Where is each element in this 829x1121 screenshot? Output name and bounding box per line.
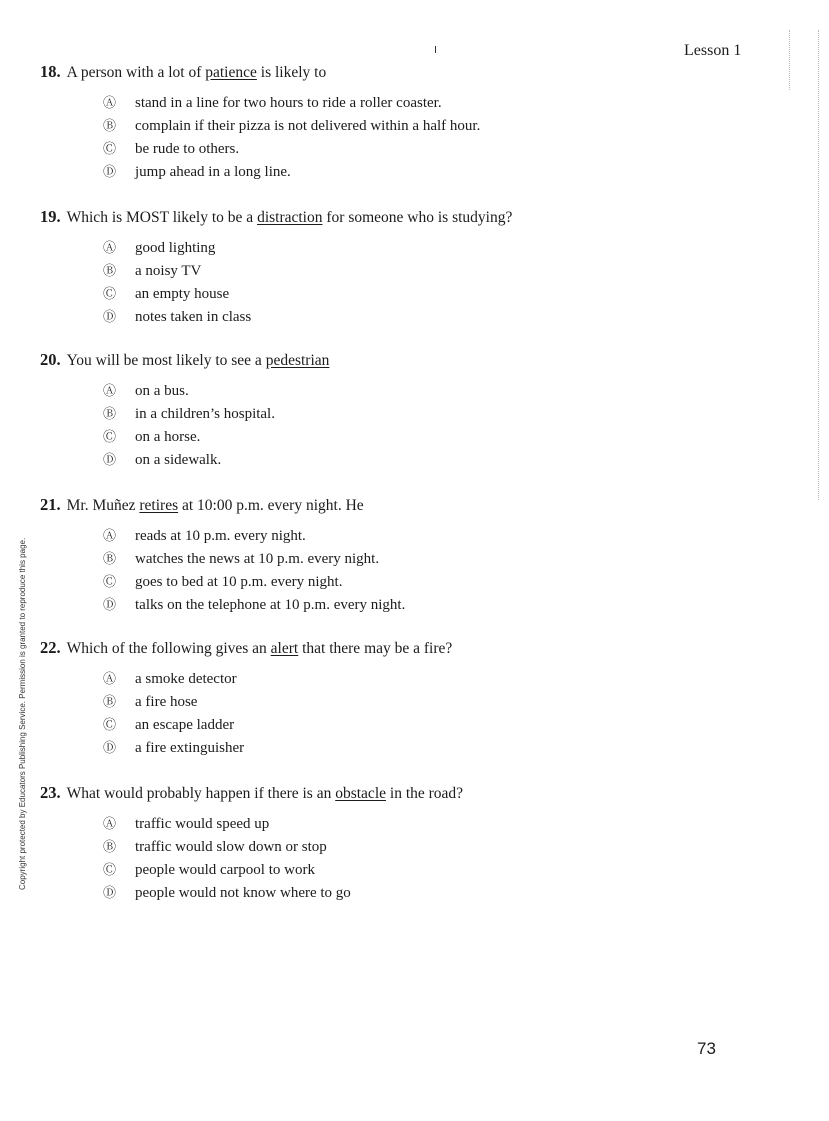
answer-bubble-icon[interactable]: Ⓐ — [103, 384, 117, 399]
vocabulary-term: patience — [205, 64, 257, 81]
answer-bubble-icon[interactable]: Ⓐ — [103, 672, 117, 687]
answer-bubble-icon[interactable]: Ⓑ — [103, 264, 117, 279]
answer-text: on a horse. — [135, 429, 201, 445]
answer-bubble-icon[interactable]: Ⓓ — [103, 453, 117, 468]
answer-bubble-icon[interactable]: Ⓓ — [103, 165, 117, 180]
answer-options — [40, 380, 329, 472]
answer-option[interactable] — [103, 525, 405, 548]
scan-mark — [435, 46, 436, 53]
answer-text: jump ahead in a long line. — [135, 164, 291, 180]
answer-option[interactable] — [103, 260, 512, 283]
answer-text: a fire extinguisher — [135, 740, 245, 756]
stem-text: Mr. Muñez — [66, 497, 140, 514]
stem-text: in the road? — [386, 785, 464, 802]
answer-bubble-icon[interactable]: Ⓑ — [103, 407, 117, 422]
copyright-notice: Copyright protected by Educators Publishing Service. Permission is granted to reproduce this page. — [18, 537, 27, 890]
stem-text: What would probably happen if there is an — [66, 785, 336, 802]
answer-text: a smoke detector — [135, 671, 237, 687]
answer-bubble-icon[interactable]: Ⓐ — [103, 817, 117, 832]
answer-option[interactable] — [103, 548, 405, 571]
answer-text: an empty house — [135, 286, 230, 302]
answer-option[interactable] — [103, 836, 463, 859]
scan-edge-mark — [789, 30, 790, 90]
answer-text: watches the news at 10 p.m. every night. — [135, 551, 380, 567]
answer-option[interactable] — [103, 380, 329, 403]
vocabulary-term: distraction — [257, 209, 323, 226]
stem-text: at 10:00 p.m. every night. He — [178, 497, 364, 514]
answer-bubble-icon[interactable]: Ⓓ — [103, 886, 117, 901]
answer-text: be rude to others. — [135, 141, 240, 157]
answer-option[interactable] — [103, 138, 480, 161]
answer-options — [40, 525, 405, 617]
answer-option[interactable] — [103, 449, 329, 472]
answer-option[interactable] — [103, 115, 480, 138]
answer-option[interactable] — [103, 92, 480, 115]
answer-option[interactable] — [103, 737, 452, 760]
answer-bubble-icon[interactable]: Ⓐ — [103, 96, 117, 111]
question-stem — [40, 350, 329, 371]
answer-text: reads at 10 p.m. every night. — [135, 528, 306, 544]
answer-bubble-icon[interactable]: Ⓒ — [103, 287, 117, 302]
question-number: 21. — [40, 495, 61, 514]
answer-bubble-icon[interactable]: Ⓒ — [103, 430, 117, 445]
answer-option[interactable] — [103, 594, 405, 617]
answer-bubble-icon[interactable]: Ⓑ — [103, 119, 117, 134]
answer-text: good lighting — [135, 240, 216, 256]
answer-option[interactable] — [103, 882, 463, 905]
stem-text: Which is MOST likely to be a — [66, 209, 258, 226]
vocabulary-term: pedestrian — [265, 352, 330, 369]
question-stem — [40, 783, 463, 804]
answer-text: people would carpool to work — [135, 862, 315, 878]
answer-option[interactable] — [103, 859, 463, 882]
answer-option[interactable] — [103, 668, 452, 691]
answer-text: talks on the telephone at 10 p.m. every night. — [135, 597, 406, 613]
vocabulary-term: retires — [139, 497, 179, 514]
answer-options — [40, 237, 512, 329]
question-23 — [40, 783, 463, 905]
question-number: 18. — [40, 62, 61, 81]
answer-text: complain if their pizza is not delivered within a half hour. — [135, 118, 481, 134]
question-20 — [40, 350, 329, 472]
answer-bubble-icon[interactable]: Ⓐ — [103, 241, 117, 256]
vocabulary-term: alert — [270, 640, 299, 657]
answer-option[interactable] — [103, 691, 452, 714]
answer-option[interactable] — [103, 426, 329, 449]
question-stem — [40, 62, 480, 83]
answer-bubble-icon[interactable]: Ⓑ — [103, 695, 117, 710]
answer-bubble-icon[interactable]: Ⓐ — [103, 529, 117, 544]
answer-text: traffic would speed up — [135, 816, 270, 832]
question-stem — [40, 638, 452, 659]
stem-text: A person with a lot of — [66, 64, 206, 81]
answer-options — [40, 813, 463, 905]
answer-text: people would not know where to go — [135, 885, 351, 901]
stem-text: for someone who is studying? — [322, 209, 513, 226]
answer-option[interactable] — [103, 571, 405, 594]
answer-text: stand in a line for two hours to ride a roller coaster. — [135, 95, 442, 111]
answer-bubble-icon[interactable]: Ⓒ — [103, 575, 117, 590]
answer-bubble-icon[interactable]: Ⓒ — [103, 718, 117, 733]
answer-text: a noisy TV — [135, 263, 202, 279]
answer-bubble-icon[interactable]: Ⓑ — [103, 840, 117, 855]
answer-text: traffic would slow down or stop — [135, 839, 327, 855]
answer-text: notes taken in class — [135, 309, 252, 325]
answer-bubble-icon[interactable]: Ⓑ — [103, 552, 117, 567]
answer-option[interactable] — [103, 306, 512, 329]
answer-option[interactable] — [103, 403, 329, 426]
answer-bubble-icon[interactable]: Ⓓ — [103, 310, 117, 325]
answer-text: on a bus. — [135, 383, 189, 399]
answer-bubble-icon[interactable]: Ⓓ — [103, 741, 117, 756]
question-18 — [40, 62, 480, 184]
vocabulary-term: obstacle — [335, 785, 387, 802]
answer-text: on a sidewalk. — [135, 452, 222, 468]
stem-text: is likely to — [256, 64, 327, 81]
answer-text: an escape ladder — [135, 717, 235, 733]
lesson-label: Lesson 1 — [684, 42, 742, 59]
answer-bubble-icon[interactable]: Ⓓ — [103, 598, 117, 613]
answer-options — [40, 668, 452, 760]
answer-option[interactable] — [103, 714, 452, 737]
question-19 — [40, 207, 512, 329]
question-number: 19. — [40, 207, 61, 226]
question-stem — [40, 207, 512, 228]
answer-bubble-icon[interactable]: Ⓒ — [103, 863, 117, 878]
answer-text: goes to bed at 10 p.m. every night. — [135, 574, 343, 590]
stem-text: that there may be a fire? — [298, 640, 453, 657]
question-number: 20. — [40, 350, 61, 369]
question-21 — [40, 495, 405, 617]
stem-text: You will be most likely to see a — [66, 352, 266, 369]
answer-bubble-icon[interactable]: Ⓒ — [103, 142, 117, 157]
scan-edge-mark — [818, 30, 819, 500]
answer-option[interactable] — [103, 237, 512, 260]
question-stem — [40, 495, 405, 516]
stem-text: Which of the following gives an — [66, 640, 271, 657]
answer-options — [40, 92, 480, 184]
answer-text: a fire hose — [135, 694, 198, 710]
question-number: 23. — [40, 783, 61, 802]
answer-option[interactable] — [103, 161, 480, 184]
question-22 — [40, 638, 452, 760]
answer-option[interactable] — [103, 283, 512, 306]
answer-option[interactable] — [103, 813, 463, 836]
answer-text: in a children’s hospital. — [135, 406, 275, 422]
page-number: 73 — [697, 1039, 716, 1058]
question-number: 22. — [40, 638, 61, 657]
